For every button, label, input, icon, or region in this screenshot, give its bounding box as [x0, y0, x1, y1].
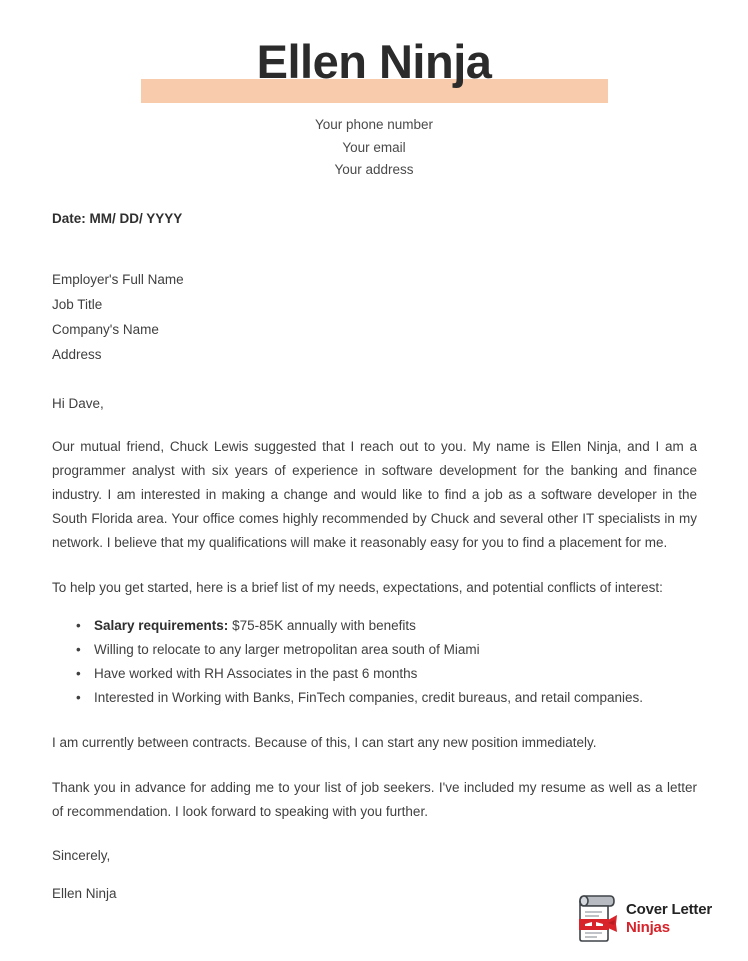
- list-item: [52, 662, 697, 686]
- list-item-text: Willing to relocate to any larger metropolitan area south of Miami: [94, 641, 480, 657]
- contact-phone: Your phone number: [314, 117, 434, 132]
- recipient-address: Address: [52, 347, 102, 362]
- signature-name: Ellen Ninja: [52, 885, 117, 901]
- list-item: [52, 614, 697, 638]
- contact-block: [0, 114, 748, 182]
- ninja-document-icon: [571, 893, 617, 943]
- paragraph-closing-note: Thank you in advance for adding me to your list of job seekers. I've included my resume as well as a letter of recommendation. I look forward to speaking with you further.: [52, 779, 697, 819]
- contact-address: Your address: [334, 162, 414, 177]
- list-item: [52, 638, 697, 662]
- brand-name-line1: Cover Letter: [626, 900, 712, 918]
- list-item-label: Salary requirements:: [94, 617, 229, 633]
- brand-logo: [571, 893, 712, 943]
- brand-logo-text: [626, 902, 712, 935]
- list-item-text: Interested in Working with Banks, FinTech companies, credit bureaus, and retail companies.: [94, 689, 644, 705]
- list-item-text: Have worked with RH Associates in the past 6 months: [94, 665, 418, 681]
- brand-name-line2: Ninjas: [626, 918, 670, 936]
- paragraph-list-intro: To help you get started, here is a brief list of my needs, expectations, and potential conflicts of interest:: [52, 580, 663, 595]
- letter-header: [0, 0, 748, 182]
- paragraph-intro: Our mutual friend, Chuck Lewis suggested that I reach out to you. My name is Ellen Ninja, and I am a programmer analyst with six years of experience in software development for the banking and finance industry. I am interested in making a change and would like to find a job as a software developer in the South Florida area. Your office comes highly recommended by Chuck and several other IT specialists in my network. I believe that my qualifications will make it reasonably easy for you to find a placement for me.: [52, 439, 697, 550]
- paragraph-availability: I am currently between contracts. Because of this, I can start any new position immediately.: [52, 734, 597, 750]
- name-block: [0, 34, 748, 100]
- date-line: Date: MM/ DD/ YYYY: [52, 211, 183, 226]
- applicant-name: Ellen Ninja: [256, 35, 492, 88]
- list-item: [52, 686, 697, 710]
- contact-email: Your email: [342, 139, 406, 155]
- letter-body: [52, 210, 697, 904]
- greeting: Hi Dave,: [52, 396, 104, 411]
- list-item-text: $75-85K annually with benefits: [228, 617, 416, 633]
- recipient-job-title: Job Title: [52, 297, 103, 312]
- requirements-list: [52, 614, 697, 710]
- recipient-company: Company's Name: [52, 322, 159, 337]
- recipient-name: Employer's Full Name: [52, 272, 184, 287]
- closing-salutation: Sincerely,: [52, 847, 111, 863]
